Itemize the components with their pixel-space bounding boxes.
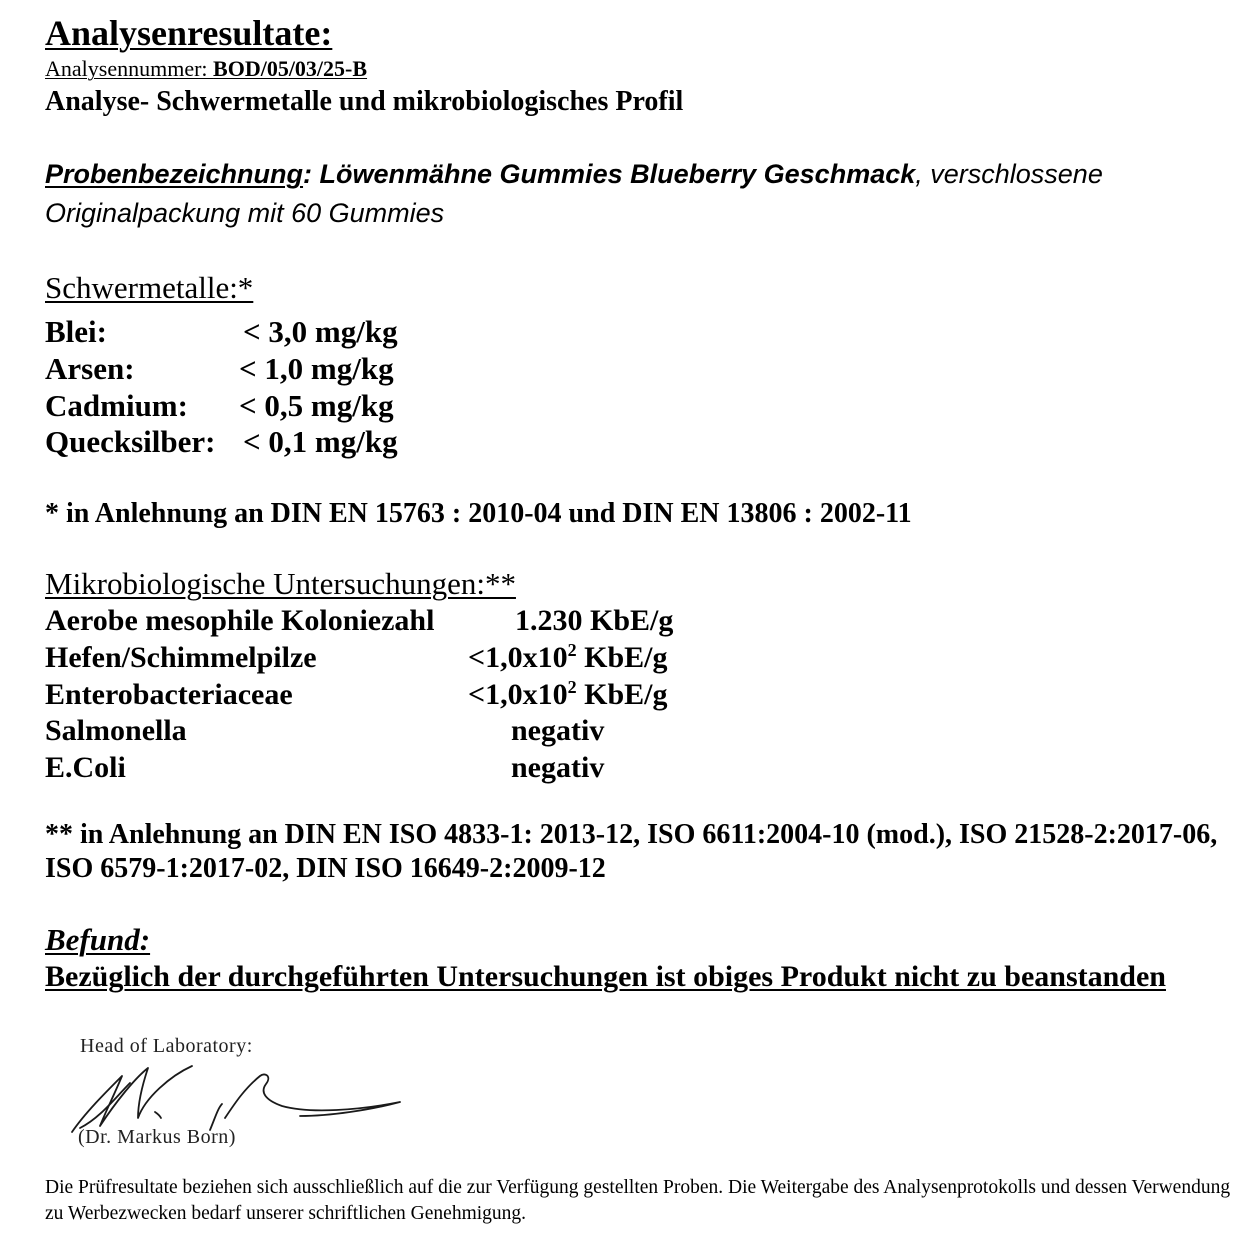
disclaimer-text: Die Prüfresultate beziehen sich ausschließlich auf die zur Verfügung gestellten Proben. Die Weitergabe des Analysenprotokolls und dessen Verwendung zu Werbezwecken bedarf unserer schriftlichen Genehmigung. <box>45 1177 1231 1224</box>
microbiology-exponent: 2 <box>567 640 577 660</box>
microbiology-row <box>45 604 745 638</box>
analysis-number <box>45 56 367 82</box>
microbiology-row <box>45 678 745 712</box>
microbiology-row <box>45 641 745 675</box>
heavy-metal-row <box>45 351 394 387</box>
sample-label: Probenbezeichnung <box>45 159 304 189</box>
finding-title: Befund: <box>45 922 151 957</box>
heavy-metal-label: Quecksilber: <box>45 424 216 459</box>
microbiology-value <box>468 678 667 712</box>
microbiology-row <box>45 714 745 748</box>
signatory-name: (Dr. Markus Born) <box>78 1126 236 1148</box>
heavy-metal-row <box>45 424 398 460</box>
microbiology-label: Aerobe mesophile Koloniezahl <box>45 604 435 637</box>
microbiology-value: negativ <box>511 714 605 747</box>
microbiology-row <box>45 751 745 785</box>
microbiology-label: Enterobacteriaceae <box>45 678 293 711</box>
heavy-metal-label: Cadmium: <box>45 388 188 423</box>
microbiology-value-number: <1,0x10 <box>468 641 568 674</box>
signature-label: Head of Laboratory: <box>80 1035 253 1057</box>
sample-packaging: , verschlossene Originalpackung mit 60 Gummies <box>45 159 1103 228</box>
microbiology-label: E.Coli <box>45 751 126 784</box>
heavy-metal-row <box>45 314 398 350</box>
microbiology-value <box>468 641 667 675</box>
sample-colon: : <box>303 159 320 189</box>
report-subtitle: Analyse- Schwermetalle und mikrobiologisches Profil <box>45 86 684 117</box>
microbiology-label: Salmonella <box>45 714 187 747</box>
heavy-metal-row <box>45 388 394 424</box>
finding-text: Bezüglich der durchgeführten Untersuchungen ist obiges Produkt nicht zu beanstanden <box>45 960 1166 993</box>
microbiology-value: negativ <box>511 751 605 784</box>
microbiology-label: Hefen/Schimmelpilze <box>45 641 317 674</box>
heavy-metals-title: Schwermetalle:* <box>45 270 254 305</box>
heavy-metal-value: < 1,0 mg/kg <box>239 351 394 386</box>
microbiology-value-number: 1.230 <box>515 604 583 637</box>
heavy-metal-value: < 0,1 mg/kg <box>243 424 398 459</box>
microbiology-value <box>515 604 673 638</box>
microbiology-unit: KbE/g <box>576 678 668 711</box>
microbiology-value-number: <1,0x10 <box>468 678 568 711</box>
heavy-metal-label: Arsen: <box>45 351 135 386</box>
heavy-metal-value: < 3,0 mg/kg <box>243 314 398 349</box>
microbiology-title: Mikrobiologische Untersuchungen:** <box>45 566 516 601</box>
analysis-number-label: Analysennummer: <box>45 56 214 81</box>
microbiology-unit: KbE/g <box>576 641 668 674</box>
microbiology-exponent: 2 <box>567 677 577 697</box>
analysis-number-value: BOD/05/03/25-B <box>213 56 368 81</box>
heavy-metal-value: < 0,5 mg/kg <box>239 388 394 423</box>
heavy-metals-method-note: * in Anlehnung an DIN EN 15763 : 2010-04 und DIN EN 13806 : 2002-11 <box>45 498 912 529</box>
microbiology-method-note: ** in Anlehnung an DIN EN ISO 4833-1: 2013-12, ISO 6611:2004-10 (mod.), ISO 21528-2:2017-06, ISO 6579-1:2017-02, DIN ISO 16649-2:2009-12 <box>45 819 1218 884</box>
sample-product: Löwenmähne Gummies Blueberry Geschmack <box>319 159 916 189</box>
heavy-metal-label: Blei: <box>45 314 107 349</box>
sample-description <box>45 155 1225 233</box>
microbiology-unit: KbE/g <box>582 604 674 637</box>
report-title: Analysenresultate: <box>45 13 333 53</box>
